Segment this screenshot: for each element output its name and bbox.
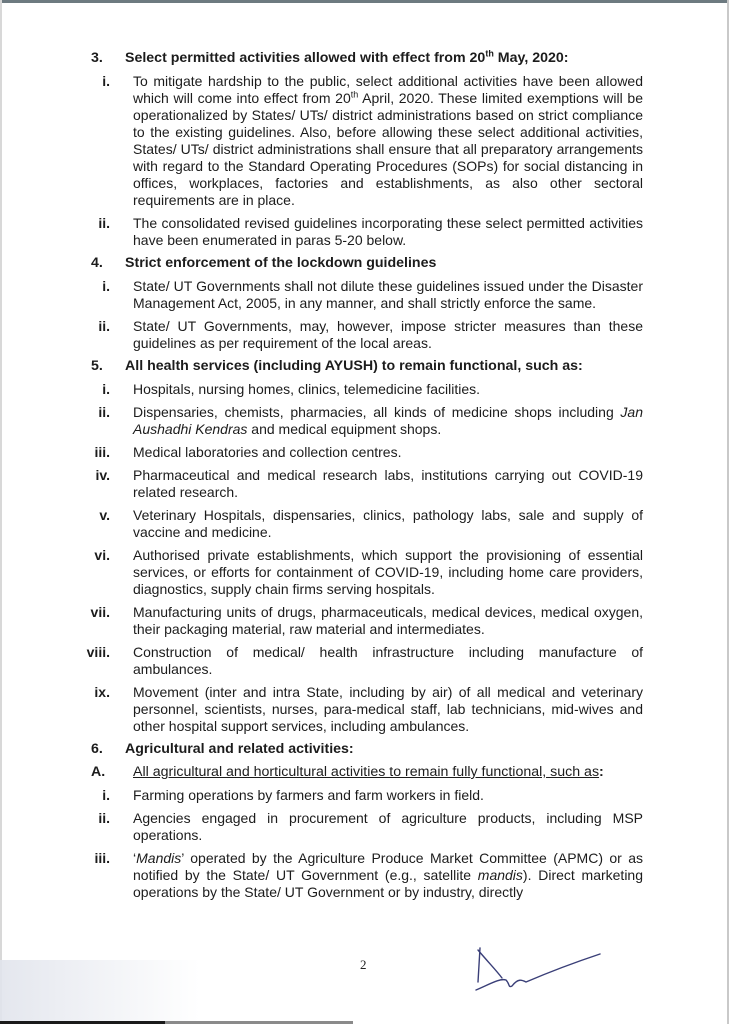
item-numeral: i. <box>102 787 110 803</box>
item-numeral: i. <box>102 73 110 89</box>
list-item <box>0 215 729 249</box>
item-numeral: iv. <box>95 467 110 483</box>
italic-text: mandis <box>477 867 523 883</box>
list-item <box>0 507 729 541</box>
list-item <box>0 787 729 804</box>
item-text: The consolidated revised guidelines incorporating these select permitted activities have been enumerated in paras 5-20 below. <box>133 215 643 248</box>
list-item <box>0 850 729 901</box>
page-top-edge <box>0 0 729 3</box>
section-number: 4. <box>91 255 103 271</box>
signature-icon <box>470 940 610 995</box>
item-text <box>133 73 643 209</box>
list-item <box>0 684 729 735</box>
item-text: State/ UT Governments, may, however, impose stricter measures than these guidelines as per requirement of the local areas. <box>133 318 643 351</box>
list-item <box>0 73 729 209</box>
list-item <box>0 318 729 352</box>
item-numeral: iii. <box>94 850 110 866</box>
item-text <box>133 850 643 901</box>
section-number: 5. <box>91 358 103 374</box>
text-run: ‘ <box>133 850 137 866</box>
item-text: State/ UT Governments shall not dilute these guidelines issued under the Disaster Management Act, 2005, in any manner, and shall strictly enforce the same. <box>133 278 643 311</box>
section-5-heading <box>0 358 729 375</box>
section-title: Agricultural and related activities: <box>125 741 354 757</box>
item-numeral: ii. <box>98 810 110 826</box>
section-title <box>125 50 569 67</box>
item-text: Construction of medical/ health infrastructure including manufacture of ambulances. <box>133 644 643 677</box>
list-item <box>0 278 729 312</box>
item-numeral: i. <box>102 381 110 397</box>
scan-shadow <box>0 960 200 1024</box>
list-item <box>0 381 729 398</box>
text-run: and medical equipment shops. <box>247 421 442 437</box>
section-4-heading <box>0 255 729 272</box>
item-text: Pharmaceutical and medical research labs, institutions carrying out COVID-19 related research. <box>133 467 643 500</box>
list-item <box>0 547 729 598</box>
section-6-heading <box>0 741 729 758</box>
superscript: th <box>485 48 494 59</box>
text-run: ’ operated by the Agriculture Produce Market Committee (APMC) or as notified by the State/ UT Government (e.g., satellite <box>133 850 643 883</box>
underlined-text: All agricultural and horticultural activities to remain fully functional, such as <box>133 764 600 780</box>
item-text: Authorised private establishments, which support the provisioning of essential services, or efforts for containment of COVID-19, including home care providers, diagnostics, supply chain firms serving hospitals. <box>133 547 643 597</box>
text-run: Dispensaries, chemists, pharmacies, all kinds of medicine shops including <box>133 404 621 420</box>
subsection-title <box>133 764 604 781</box>
item-text: Veterinary Hospitals, dispensaries, clinics, pathology labs, sale and supply of vaccine and medicine. <box>133 507 643 540</box>
item-text: Medical laboratories and collection centres. <box>133 444 402 460</box>
item-numeral: ix. <box>94 684 110 700</box>
page-number: 2 <box>360 957 367 972</box>
section-3-heading <box>0 50 729 67</box>
superscript: th <box>350 89 359 100</box>
item-text <box>133 404 643 438</box>
section-number: 6. <box>91 741 103 757</box>
section-title-text: Select permitted activities allowed with effect from 20 <box>125 50 486 66</box>
text-run: April, 2020. These limited exemptions will be operationalized by States/ UTs/ district administrations based on strict compliance to the existing guidelines. Also, before allowing these select additional activities, States/ UTs/ district administrations shall ensure that all preparatory arrangements with regard to the Standard Operating Procedures (SOPs) for social distancing in offices, workplaces, factories and establishments, as also other sectoral requirements are in place. <box>133 90 643 208</box>
section-number: 3. <box>91 50 103 66</box>
list-item <box>0 604 729 638</box>
list-item <box>0 810 729 844</box>
list-item <box>0 644 729 678</box>
section-title: Strict enforcement of the lockdown guidelines <box>125 255 437 271</box>
item-text: Hospitals, nursing homes, clinics, telemedicine facilities. <box>133 381 481 397</box>
section-title-text: May, 2020: <box>493 50 569 66</box>
text-run: ). Direct marketing operations by the State/ UT Government or by industry, directly <box>133 867 643 900</box>
item-text: Movement (inter and intra State, including by air) of all medical and veterinary personnel, scientists, nurses, para-medical staff, lab technicians, mid-wives and other hospital support services, including ambulances. <box>133 684 643 734</box>
list-item <box>0 444 729 461</box>
item-text: Farming operations by farmers and farm workers in field. <box>133 787 484 803</box>
text-run: To mitigate hardship to the public, select additional activities have been allowed which will come into effect from 20 <box>133 73 643 106</box>
italic-text: Mandis <box>136 850 182 866</box>
item-numeral: iii. <box>94 444 110 460</box>
item-numeral: ii. <box>98 215 110 231</box>
item-text: Agencies engaged in procurement of agriculture products, including MSP operations. <box>133 810 643 843</box>
item-text: Manufacturing units of drugs, pharmaceuticals, medical devices, medical oxygen, their packaging material, raw material and intermediates. <box>133 604 643 637</box>
italic-text: Jan Aushadhi Kendras <box>133 404 643 437</box>
document-body <box>0 50 729 907</box>
item-numeral: ii. <box>98 404 110 420</box>
item-numeral: vi. <box>94 547 110 563</box>
item-numeral: i. <box>102 278 110 294</box>
subsection-letter: A. <box>91 764 106 780</box>
section-title: All health services (including AYUSH) to remain functional, such as: <box>125 358 583 374</box>
item-numeral: v. <box>99 507 110 523</box>
subsection-a-heading <box>0 764 729 781</box>
item-numeral: vii. <box>90 604 110 620</box>
list-item <box>0 467 729 501</box>
colon: : <box>599 764 604 780</box>
item-numeral: ii. <box>98 318 110 334</box>
list-item <box>0 404 729 438</box>
item-numeral: viii. <box>86 644 110 660</box>
